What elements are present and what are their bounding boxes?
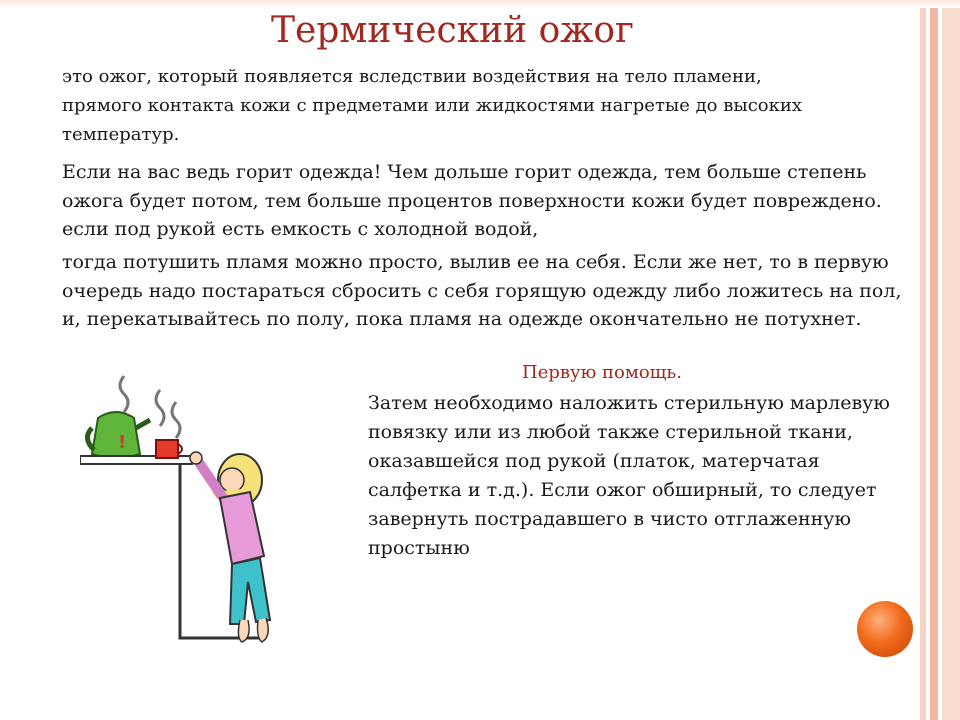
border-stripe-1: [920, 0, 926, 720]
first-aid-text: Затем необходимо наложить стерильную марлевую повязку или из любой также стерильной ткани, оказавшейся под рукой (платок, матерчатая салфетка и т.д.). Если ожог обширный, то следует завернуть пострадавшего в чисто отглаженную простыню: [368, 392, 890, 559]
border-stripe-3: [942, 0, 960, 720]
clothes-paragraph-1: Если на вас ведь горит одежда! Чем дольше горит одежда, тем больше степень ожога будет потом, тем больше процентов поверхности кожи будет повреждено. если под рукой есть емкость с холодной водой,: [62, 161, 882, 240]
orange-circle-icon: [856, 600, 914, 658]
top-border: [0, 0, 960, 8]
border-stripe-2: [930, 0, 938, 720]
slide-title: Термический ожог: [271, 10, 634, 51]
first-aid-heading: Первую помощь.: [522, 362, 682, 383]
definition-text: это ожог, который появляется вследствии воздействия на тело пламени, прямого контакта кожи с предметами или жидкостями нагретые до высоких температур.: [62, 66, 803, 145]
clothes-paragraph-2: тогда потушить пламя можно просто, вылив ее на себя. Если же нет, то в первую очередь надо постараться сбросить с себя горящую одежду либо ложитесь на пол, и, перекатывайтесь по полу, пока пламя на одежде окончательно не потухнет.: [62, 251, 902, 330]
child-reaching-kettle-illustration: [80, 368, 320, 668]
svg-text:!: !: [118, 432, 127, 453]
